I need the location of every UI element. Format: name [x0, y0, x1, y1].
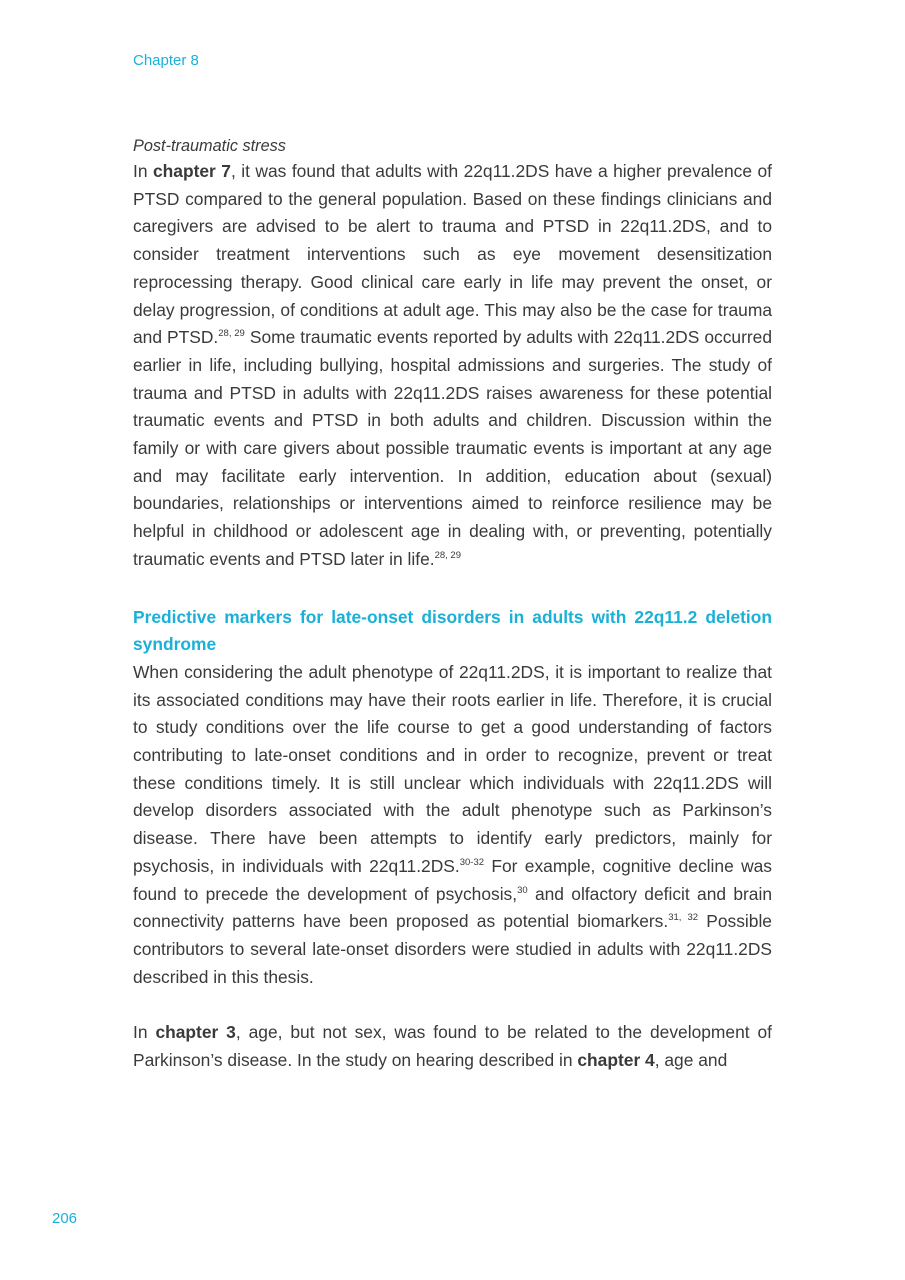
text-run: In — [133, 161, 153, 181]
paragraph-gap — [133, 991, 772, 1019]
citation: 31, 32 — [668, 912, 699, 924]
text-run: Possible contributors to several late-onset disorders were studied in adults with 22q11.2DS described in this thesis. — [133, 911, 772, 987]
text-run: In — [133, 1022, 156, 1043]
text-run: and olfactory deficit and brain connectivity patterns have been proposed as potential biomarkers. — [133, 883, 773, 932]
chapter-reference: chapter 3 — [155, 1022, 236, 1043]
chapter-reference: chapter 7 — [152, 161, 231, 181]
citation: 28, 29 — [434, 550, 461, 562]
text-run: , age, but not sex, was found to be related to the development of Parkinson’s disease. In the study on hearing described in — [133, 1022, 773, 1071]
page-number: 206 — [52, 1210, 78, 1227]
citation: 30-32 — [459, 857, 485, 869]
subheading-post-traumatic-stress: Post-traumatic stress — [133, 137, 286, 155]
running-head-chapter: Chapter 8 — [133, 52, 199, 69]
text-run: , it was found that adults with 22q11.2DS have a higher prevalence of PTSD compared to the general population. Based on these findings clinicians and caregivers are advised to be alert to trauma and PTSD in 22q11.2DS, and to consider treatment interventions such as eye movement desensitization reprocessing therapy. Good clinical care early in life may prevent the onset, or delay progression, of conditions at adult age. This may also be the case for trauma and PTSD. — [133, 161, 772, 348]
main-text — [133, 134, 772, 1075]
text-run: Some traumatic events reported by adults with 22q11.2DS occurred earlier in life, including bullying, hospital admissions and surgeries. The study of trauma and PTSD in adults with 22q11.2DS raises awareness for these potential traumatic events and PTSD in both adults and children. Discussion within the family or with care givers about possible traumatic events is important at any age and may facilitate early intervention. In addition, education about (sexual) boundaries, relationships or interventions aimed to reinforce resilience may be helpful in childhood or adolescent age in dealing with, or preventing, potentially traumatic events and PTSD later in life. — [133, 327, 772, 569]
text-run: , age and — [654, 1050, 728, 1071]
section-heading-predictive-markers: Predictive markers for late-onset disorders in adults with 22q11.2 deletion syndrome — [133, 606, 772, 655]
citation: 30 — [517, 884, 528, 896]
chapter-reference: chapter 4 — [577, 1050, 655, 1071]
text-run: When considering the adult phenotype of 22q11.2DS, it is important to realize that its associated conditions may have their roots earlier in life. Therefore, it is crucial to study conditions over the life course to get a good understanding of factors contributing to late-onset conditions and in order to recognize, prevent or treat these conditions timely. It is still unclear which individuals with 22q11.2DS will develop disorders associated with the adult phenotype such as Parkinson’s disease. There have been attempts to identify early predictors, mainly for psychosis, in individuals with 22q11.2DS. — [133, 661, 772, 876]
paragraph-predictive-markers — [133, 659, 772, 991]
paragraph-ptsd — [133, 158, 772, 574]
text-run: For example, cognitive decline was found to precede the development of psychosis, — [133, 855, 773, 904]
citation: 28, 29 — [218, 328, 245, 340]
paragraph-chapter3 — [133, 1019, 772, 1074]
